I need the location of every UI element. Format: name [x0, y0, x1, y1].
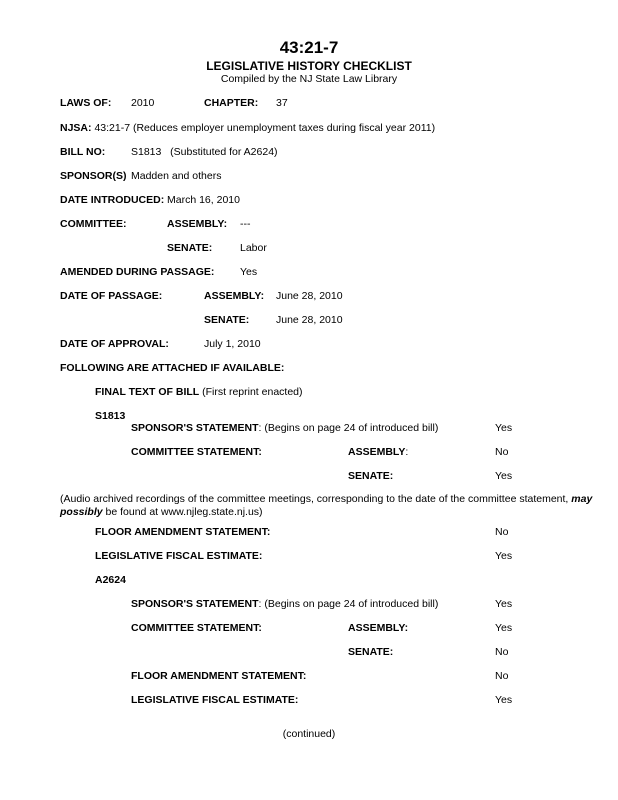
- njsa-line: [60, 122, 435, 134]
- s1813-committee-label: COMMITTEE STATEMENT:: [131, 446, 262, 458]
- passage-senate-label: SENATE:: [204, 314, 250, 326]
- bill-no-label: BILL NO:: [60, 146, 106, 158]
- s1813-assembly-line: [348, 446, 408, 458]
- committee-label: COMMITTEE:: [60, 218, 127, 230]
- statute-number: 43:21-7: [279, 38, 339, 57]
- bill-no-value: S1813: [131, 146, 162, 158]
- s1813-senate-value: Yes: [495, 470, 513, 482]
- date-introduced-label: DATE INTRODUCED:: [60, 194, 165, 206]
- s1813-assembly-value: No: [495, 446, 509, 458]
- fiscal-estimate-value: Yes: [495, 550, 513, 562]
- a2624-floor-value: No: [495, 670, 509, 682]
- date-of-passage-label: DATE OF PASSAGE:: [60, 290, 163, 302]
- s1813-assembly-label: ASSEMBLY: [348, 446, 406, 458]
- a2624-heading: A2624: [95, 574, 126, 586]
- final-text-line: [95, 386, 303, 398]
- a2624-fiscal-label: LEGISLATIVE FISCAL ESTIMATE:: [131, 694, 299, 706]
- sponsors-value: Madden and others: [131, 170, 222, 182]
- s1813-sponsor-line: [131, 422, 438, 434]
- a2624-assembly-value: Yes: [495, 622, 513, 634]
- a2624-sponsor-line: [131, 598, 438, 610]
- final-text-note: (First reprint enacted): [199, 386, 303, 398]
- s1813-sponsor-value: Yes: [495, 422, 513, 434]
- passage-assembly-value: June 28, 2010: [276, 290, 343, 302]
- floor-amendment-label: FLOOR AMENDMENT STATEMENT:: [95, 526, 271, 538]
- compiled-by: Compiled by the NJ State Law Library: [220, 73, 398, 85]
- attached-heading: FOLLOWING ARE ATTACHED IF AVAILABLE:: [60, 362, 285, 374]
- s1813-assembly-colon: :: [405, 446, 409, 458]
- a2624-committee-label: COMMITTEE STATEMENT:: [131, 622, 262, 634]
- committee-senate-value: Labor: [240, 242, 267, 254]
- audio-note-part2: be found at www.njleg.state.nj.us): [102, 506, 263, 518]
- njsa-value: 43:21-7 (Reduces employer unemployment taxes during fiscal year 2011): [94, 122, 436, 134]
- amended-label: AMENDED DURING PASSAGE:: [60, 266, 215, 278]
- committee-assembly-value: ---: [240, 218, 251, 230]
- passage-assembly-label: ASSEMBLY:: [204, 290, 265, 302]
- audio-note: [60, 493, 612, 519]
- chapter-value: 37: [276, 97, 288, 109]
- s1813-senate-label: SENATE:: [348, 470, 394, 482]
- fiscal-estimate-label: LEGISLATIVE FISCAL ESTIMATE:: [95, 550, 263, 562]
- passage-senate-value: June 28, 2010: [276, 314, 343, 326]
- floor-amendment-value: No: [495, 526, 509, 538]
- a2624-assembly-label: ASSEMBLY:: [348, 622, 409, 634]
- a2624-floor-label: FLOOR AMENDMENT STATEMENT:: [131, 670, 307, 682]
- date-of-approval-value: July 1, 2010: [204, 338, 261, 350]
- a2624-senate-label: SENATE:: [348, 646, 394, 658]
- audio-note-emphasis: may possibly: [60, 493, 593, 518]
- bill-no-note: (Substituted for A2624): [170, 146, 278, 158]
- s1813-sponsor-note: : (Begins on page 24 of introduced bill): [258, 422, 439, 434]
- njsa-label: NJSA:: [60, 122, 92, 134]
- audio-note-part1: (Audio archived recordings of the committee meetings, corresponding to the date of the committee statement,: [60, 493, 572, 505]
- final-text-label: FINAL TEXT OF BILL: [95, 386, 200, 398]
- a2624-sponsor-label: SPONSOR'S STATEMENT: [131, 598, 259, 610]
- a2624-sponsor-note: : (Begins on page 24 of introduced bill): [258, 598, 439, 610]
- chapter-label: CHAPTER:: [204, 97, 259, 109]
- page-title: LEGISLATIVE HISTORY CHECKLIST: [206, 59, 412, 73]
- committee-assembly-label: ASSEMBLY:: [167, 218, 228, 230]
- sponsors-label: SPONSOR(S): [60, 170, 127, 182]
- s1813-sponsor-label: SPONSOR'S STATEMENT: [131, 422, 259, 434]
- amended-value: Yes: [240, 266, 258, 278]
- committee-senate-label: SENATE:: [167, 242, 213, 254]
- laws-of-value: 2010: [131, 97, 155, 109]
- date-introduced-value: March 16, 2010: [167, 194, 240, 206]
- a2624-fiscal-value: Yes: [495, 694, 513, 706]
- bill-no-line: [131, 146, 278, 158]
- a2624-senate-value: No: [495, 646, 509, 658]
- date-of-approval-label: DATE OF APPROVAL:: [60, 338, 169, 350]
- a2624-sponsor-value: Yes: [495, 598, 513, 610]
- continued-note: (continued): [282, 728, 336, 740]
- s1813-heading: S1813: [95, 410, 126, 422]
- laws-of-label: LAWS OF:: [60, 97, 112, 109]
